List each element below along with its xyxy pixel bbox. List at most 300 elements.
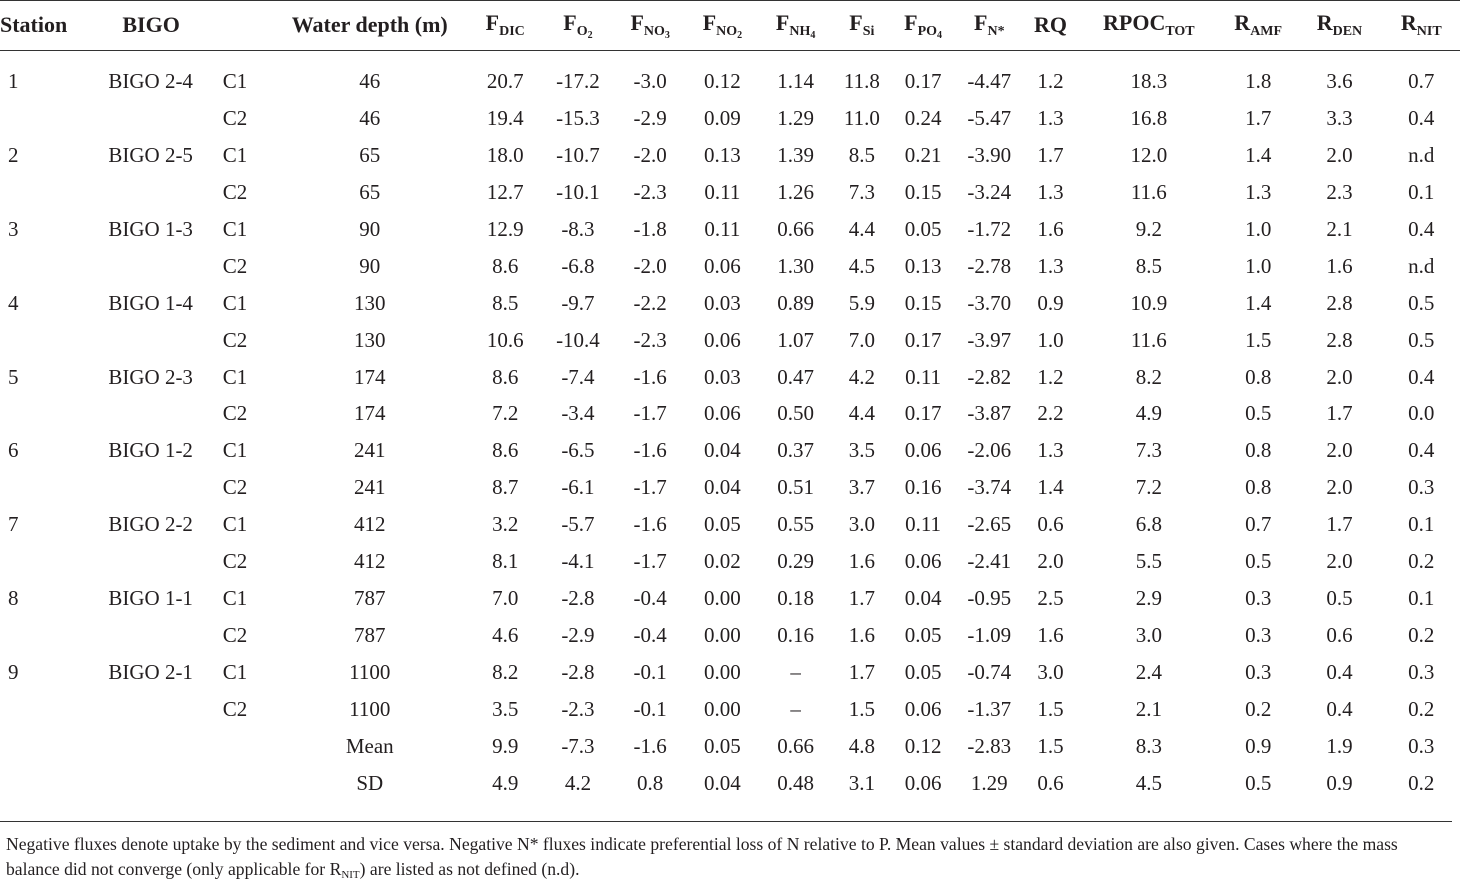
cell-station: 2: [8, 142, 19, 167]
cell-nh4: 0.16: [777, 623, 815, 648]
cell-core: C1: [222, 364, 248, 389]
cell-nstar: -2.65: [967, 512, 1012, 537]
cell-no2: 0.06: [704, 327, 741, 352]
cell-dic: 18.0: [486, 142, 524, 167]
cell-no3: -1.6: [633, 364, 667, 389]
cell-rq: 1.3: [1037, 253, 1064, 278]
cell-rq: 1.5: [1037, 733, 1064, 758]
cell-dic: 10.6: [486, 327, 524, 352]
table-row: [0, 580, 1460, 617]
cell-rq: 1.7: [1037, 142, 1064, 167]
cell-rq: 1.3: [1037, 105, 1064, 130]
cell-dic: 7.0: [492, 586, 519, 611]
cell-rden: 0.6: [1326, 623, 1353, 648]
cell-si: 1.6: [848, 623, 875, 648]
cell-station: [0, 100, 108, 137]
cell-depth: 65: [359, 142, 381, 167]
cell-rpoc: 7.2: [1135, 475, 1162, 500]
cell-bigo: [108, 728, 222, 765]
table-row: [0, 506, 1460, 543]
cell-depth: 90: [359, 216, 381, 241]
cell-si: 3.1: [848, 770, 875, 795]
col-r-nit: $R_{NIT}$: [1400, 10, 1442, 39]
table-row: [0, 137, 1460, 174]
cell-bigo: BIGO 2-1: [108, 660, 193, 685]
table-row: [0, 469, 1460, 506]
cell-rq: 2.5: [1037, 586, 1064, 611]
cell-bigo: [108, 543, 222, 580]
table-row: [0, 248, 1460, 285]
cell-si: 1.7: [848, 586, 875, 611]
table-row: [0, 100, 1460, 137]
cell-rq: 1.6: [1037, 216, 1064, 241]
cell-dic: 20.7: [486, 69, 524, 93]
table-row: [0, 543, 1460, 580]
cell-rpoc: 2.1: [1135, 696, 1162, 721]
cell-nh4: 1.39: [777, 142, 815, 167]
cell-nstar: -2.41: [967, 549, 1012, 574]
table-row: [0, 728, 1460, 765]
cell-rnit: 0.4: [1408, 216, 1435, 241]
cell-o2: -7.4: [561, 364, 595, 389]
cell-nstar: -2.78: [967, 253, 1012, 278]
col-f-si: $F_{Si}$: [849, 10, 875, 39]
cell-no2: 0.09: [704, 105, 741, 130]
cell-rnit: 0.2: [1408, 549, 1435, 574]
cell-si: 1.7: [848, 660, 875, 685]
cell-depth: 46: [359, 105, 381, 130]
cell-rnit: n.d: [1408, 142, 1435, 167]
cell-dic: 8.2: [492, 660, 519, 685]
cell-core: C2: [222, 105, 248, 130]
cell-dic: 4.6: [492, 623, 519, 648]
cell-rpoc: 4.9: [1135, 401, 1162, 426]
cell-dic: 8.1: [492, 549, 519, 574]
table-row: [0, 285, 1460, 322]
cell-nh4: 1.30: [777, 253, 815, 278]
col-bigo: BIGO: [122, 12, 180, 37]
cell-o2: -10.4: [556, 327, 600, 352]
table-body: [0, 51, 1460, 802]
cell-ramf: 0.8: [1245, 438, 1272, 463]
cell-no3: 0.8: [637, 770, 664, 795]
cell-no3: -2.0: [633, 253, 667, 278]
cell-rq: 1.2: [1037, 364, 1064, 389]
cell-rpoc: 8.5: [1135, 253, 1162, 278]
cell-depth: 787: [353, 586, 386, 611]
cell-o2: -2.9: [561, 623, 595, 648]
cell-ramf: 1.8: [1245, 69, 1272, 93]
cell-no2: 0.06: [704, 253, 741, 278]
header-row: [0, 0, 1460, 51]
cell-ramf: 1.3: [1245, 179, 1272, 204]
cell-station: [0, 248, 108, 285]
cell-bigo: [108, 322, 222, 359]
cell-dic: 8.6: [492, 438, 519, 463]
cell-dic: 8.6: [492, 253, 519, 278]
cell-ramf: 0.5: [1245, 549, 1272, 574]
cell-rden: 0.5: [1326, 586, 1353, 611]
cell-ramf: 0.2: [1245, 696, 1272, 721]
cell-rden: 2.0: [1326, 438, 1353, 463]
cell-station: 6: [8, 438, 19, 463]
cell-nh4: 0.47: [777, 364, 815, 389]
cell-rq: 1.0: [1037, 327, 1064, 352]
cell-no2: 0.00: [704, 586, 741, 611]
cell-ramf: 1.5: [1245, 327, 1272, 352]
cell-no2: 0.06: [704, 401, 741, 426]
cell-nh4: 0.29: [777, 549, 815, 574]
cell-o2: -3.4: [561, 401, 595, 426]
table-footnote: Negative fluxes denote uptake by the sediment and vice versa. Negative N* fluxes indicate preferential loss of N relative to P. Mean values ± standard deviation are also given. Cases where the mass balance did not converge (only applicable for $R_{NIT}$) are listed as not defined (n.d).: [6, 834, 1398, 881]
cell-bigo: BIGO 1-2: [108, 438, 193, 463]
cell-si: 3.7: [848, 475, 875, 500]
cell-dic: 3.2: [492, 512, 519, 537]
cell-ramf: 0.8: [1245, 475, 1272, 500]
cell-nstar: -1.37: [967, 696, 1012, 721]
cell-nstar: -2.83: [967, 733, 1012, 758]
cell-si: 4.2: [848, 364, 875, 389]
cell-depth: 241: [353, 438, 386, 463]
cell-station: 9: [8, 660, 19, 685]
cell-rden: 0.9: [1326, 770, 1353, 795]
cell-o2: -6.5: [561, 438, 595, 463]
table-bottom-rule: [0, 821, 1452, 822]
cell-o2: -6.8: [561, 253, 595, 278]
cell-depth: SD: [356, 770, 384, 795]
cell-rq: 0.6: [1037, 512, 1064, 537]
cell-nh4: 0.48: [777, 770, 815, 795]
cell-core: C2: [222, 549, 248, 574]
cell-bigo: [108, 174, 222, 211]
cell-rnit: 0.0: [1408, 401, 1435, 426]
cell-po4: 0.05: [904, 216, 942, 241]
cell-ramf: 0.3: [1245, 660, 1272, 685]
cell-no2: 0.13: [704, 142, 741, 167]
cell-depth: 130: [353, 327, 386, 352]
cell-rq: 1.2: [1037, 69, 1064, 93]
cell-no2: 0.04: [704, 770, 741, 795]
cell-core: C1: [222, 142, 248, 167]
cell-nh4: 0.55: [777, 512, 815, 537]
cell-station: 3: [8, 216, 19, 241]
cell-depth: 174: [353, 401, 386, 426]
cell-rden: 3.6: [1326, 69, 1353, 93]
cell-station: [0, 396, 108, 433]
cell-dic: 8.7: [492, 475, 519, 500]
col-water-depth: Water depth (m): [291, 12, 448, 37]
cell-dic: 4.9: [492, 770, 519, 795]
cell-nh4: 0.50: [777, 401, 815, 426]
table-row: [0, 322, 1460, 359]
cell-rpoc: 10.9: [1130, 290, 1168, 315]
table-row: [0, 174, 1460, 211]
cell-station: [0, 617, 108, 654]
cell-si: 4.5: [848, 253, 875, 278]
cell-si: 1.6: [848, 549, 875, 574]
cell-rnit: 0.5: [1408, 290, 1435, 315]
cell-no3: -0.1: [633, 660, 667, 685]
col-f-nstar: $F_{N*}$: [974, 10, 1005, 39]
cell-dic: 8.6: [492, 364, 519, 389]
cell-rpoc: 2.4: [1135, 660, 1162, 685]
cell-si: 4.8: [848, 733, 875, 758]
cell-depth: 241: [353, 475, 386, 500]
cell-dic: 9.9: [492, 733, 519, 758]
col-r-den: $R_{DEN}$: [1316, 10, 1363, 39]
cell-no2: 0.05: [704, 512, 741, 537]
cell-ramf: 1.0: [1245, 216, 1272, 241]
cell-rpoc: 11.6: [1130, 327, 1167, 352]
cell-rden: 3.3: [1326, 105, 1353, 130]
col-station: Station: [0, 12, 68, 37]
cell-bigo: BIGO 1-4: [108, 290, 193, 315]
cell-no2: 0.11: [704, 216, 741, 241]
cell-no3: -2.0: [633, 142, 667, 167]
table-row: [0, 396, 1460, 433]
cell-no2: 0.03: [704, 290, 741, 315]
cell-bigo: BIGO 2-3: [108, 364, 193, 389]
cell-po4: 0.05: [904, 623, 942, 648]
cell-rpoc: 12.0: [1130, 142, 1168, 167]
cell-station: [0, 322, 108, 359]
cell-po4: 0.06: [904, 438, 942, 463]
cell-no3: -1.8: [633, 216, 667, 241]
col-f-o2: $F_{O_2}$: [563, 9, 593, 41]
cell-no3: -1.7: [633, 549, 667, 574]
cell-nstar: -3.70: [967, 290, 1012, 315]
cell-nstar: -3.97: [967, 327, 1012, 352]
cell-rnit: 0.3: [1408, 733, 1435, 758]
cell-rden: 1.7: [1326, 401, 1353, 426]
cell-rden: 2.0: [1326, 142, 1353, 167]
cell-rden: 2.0: [1326, 475, 1353, 500]
cell-o2: 4.2: [564, 770, 592, 795]
cell-ramf: 1.0: [1245, 253, 1272, 278]
cell-no3: -2.9: [633, 105, 667, 130]
cell-no2: 0.11: [704, 179, 741, 204]
cell-o2: -2.8: [561, 660, 595, 685]
cell-rpoc: 5.5: [1135, 549, 1162, 574]
cell-rpoc: 3.0: [1135, 623, 1162, 648]
cell-bigo: [108, 691, 222, 728]
cell-po4: 0.11: [905, 364, 942, 389]
cell-nstar: -3.24: [967, 179, 1012, 204]
cell-po4: 0.17: [904, 401, 942, 426]
cell-bigo: [108, 396, 222, 433]
cell-ramf: 0.5: [1245, 770, 1272, 795]
cell-core: C2: [222, 696, 248, 721]
cell-nstar: -2.06: [967, 438, 1012, 463]
cell-nh4: 0.66: [777, 733, 815, 758]
cell-o2: -7.3: [561, 733, 595, 758]
table-row: [0, 432, 1460, 469]
table-row: [0, 359, 1460, 396]
cell-rden: 2.1: [1326, 216, 1353, 241]
cell-rq: 1.3: [1037, 179, 1064, 204]
cell-depth: 90: [359, 253, 381, 278]
cell-station: 1: [8, 69, 19, 93]
cell-rnit: 0.1: [1408, 179, 1435, 204]
cell-rq: 2.2: [1037, 401, 1064, 426]
cell-rnit: 0.1: [1408, 512, 1435, 537]
cell-bigo: BIGO 1-1: [108, 586, 193, 611]
cell-bigo: BIGO 2-5: [108, 142, 193, 167]
cell-bigo: [108, 617, 222, 654]
cell-station: [0, 728, 108, 765]
cell-rq: 2.0: [1037, 549, 1064, 574]
cell-nstar: -5.47: [967, 105, 1012, 130]
cell-rnit: 0.2: [1408, 696, 1435, 721]
cell-nstar: -1.09: [967, 623, 1012, 648]
cell-station: [0, 691, 108, 728]
col-f-po4: $F_{PO_4}$: [904, 9, 943, 41]
cell-no3: -2.3: [633, 179, 667, 204]
cell-rnit: 0.4: [1408, 105, 1435, 130]
cell-o2: -9.7: [561, 290, 595, 315]
cell-nh4: 0.18: [777, 586, 815, 611]
cell-ramf: 0.9: [1245, 733, 1272, 758]
cell-si: 11.8: [843, 69, 880, 93]
col-f-dic: $F_{DIC}$: [485, 10, 525, 39]
cell-rpoc: 9.2: [1135, 216, 1162, 241]
cell-no3: -2.3: [633, 327, 667, 352]
cell-rden: 1.7: [1326, 512, 1353, 537]
table-row: [0, 617, 1460, 654]
cell-po4: 0.04: [904, 586, 942, 611]
cell-core: C1: [222, 216, 248, 241]
cell-station: 4: [8, 290, 19, 315]
cell-rpoc: 8.3: [1135, 733, 1162, 758]
cell-rden: 2.8: [1326, 290, 1353, 315]
cell-core: [223, 728, 271, 765]
cell-no2: 0.04: [704, 475, 741, 500]
table-row: [0, 765, 1460, 802]
cell-po4: 0.06: [904, 549, 942, 574]
cell-nstar: -0.95: [967, 586, 1012, 611]
cell-depth: 65: [359, 179, 381, 204]
cell-rden: 2.0: [1326, 364, 1353, 389]
cell-po4: 0.15: [904, 179, 942, 204]
cell-rpoc: 6.8: [1135, 512, 1162, 537]
cell-po4: 0.05: [904, 660, 942, 685]
cell-ramf: 1.7: [1245, 105, 1272, 130]
table-row: [0, 691, 1460, 728]
cell-si: 7.0: [848, 327, 875, 352]
cell-o2: -10.1: [556, 179, 600, 204]
cell-rden: 1.6: [1326, 253, 1353, 278]
cell-no3: -1.7: [633, 401, 667, 426]
cell-po4: 0.06: [904, 696, 942, 721]
cell-rnit: 0.2: [1408, 623, 1435, 648]
cell-station: 8: [8, 586, 19, 611]
cell-rden: 1.9: [1326, 733, 1353, 758]
cell-o2: -5.7: [561, 512, 595, 537]
col-f-no3: $F_{NO_3}$: [630, 9, 670, 41]
cell-core: C1: [222, 660, 248, 685]
cell-bigo: BIGO 2-2: [108, 512, 193, 537]
cell-si: 4.4: [848, 216, 875, 241]
cell-no3: -1.6: [633, 512, 667, 537]
cell-nstar: -0.74: [967, 660, 1012, 685]
cell-no3: -2.2: [633, 290, 667, 315]
cell-rpoc: 2.9: [1135, 586, 1162, 611]
cell-ramf: 0.3: [1245, 586, 1272, 611]
cell-core: C1: [222, 438, 248, 463]
cell-dic: 19.4: [486, 105, 524, 130]
cell-dic: 12.7: [486, 179, 524, 204]
cell-core: C1: [222, 290, 248, 315]
cell-core: C1: [222, 586, 248, 611]
cell-o2: -15.3: [556, 105, 600, 130]
cell-core: [223, 765, 271, 802]
cell-bigo: [108, 765, 222, 802]
cell-dic: 7.2: [492, 401, 519, 426]
cell-depth: 412: [353, 512, 386, 537]
cell-bigo: BIGO 2-4: [108, 69, 193, 93]
cell-rden: 2.0: [1326, 549, 1353, 574]
cell-core: C1: [222, 512, 248, 537]
cell-core: C2: [222, 253, 248, 278]
cell-depth: 174: [353, 364, 386, 389]
cell-rnit: 0.1: [1408, 586, 1435, 611]
cell-rnit: 0.3: [1408, 660, 1435, 685]
cell-o2: -4.1: [561, 549, 595, 574]
cell-bigo: BIGO 1-3: [108, 216, 193, 241]
cell-rq: 0.9: [1037, 290, 1064, 315]
cell-nstar: -3.87: [967, 401, 1012, 426]
cell-no2: 0.00: [704, 660, 741, 685]
table-row: [0, 211, 1460, 248]
cell-nstar: -4.47: [967, 69, 1012, 93]
cell-no3: -0.4: [633, 623, 667, 648]
cell-nh4: –: [790, 660, 801, 685]
cell-no2: 0.04: [704, 438, 741, 463]
cell-depth: 130: [353, 290, 386, 315]
cell-no3: -0.4: [633, 586, 667, 611]
cell-rnit: 0.7: [1408, 69, 1435, 93]
cell-ramf: 0.3: [1245, 623, 1272, 648]
cell-rq: 1.5: [1037, 696, 1064, 721]
cell-rpoc: 16.8: [1130, 105, 1168, 130]
col-rpoc-tot: $RPOC_{TOT}$: [1103, 10, 1195, 39]
cell-nstar: -2.82: [967, 364, 1012, 389]
cell-rq: 1.3: [1037, 438, 1064, 463]
cell-nstar: -1.72: [967, 216, 1012, 241]
cell-rden: 0.4: [1326, 696, 1353, 721]
cell-po4: 0.16: [904, 475, 942, 500]
cell-rpoc: 7.3: [1135, 438, 1162, 463]
cell-bigo: [108, 469, 222, 506]
cell-o2: -2.8: [561, 586, 595, 611]
cell-rden: 2.8: [1326, 327, 1353, 352]
cell-si: 11.0: [843, 105, 880, 130]
cell-rq: 1.6: [1037, 623, 1064, 648]
cell-nh4: 1.07: [777, 327, 815, 352]
col-f-no2: $F_{NO_2}$: [702, 9, 743, 41]
cell-rden: 2.3: [1326, 179, 1353, 204]
cell-po4: 0.15: [904, 290, 942, 315]
cell-no3: -1.6: [633, 733, 667, 758]
cell-no2: 0.00: [704, 696, 741, 721]
cell-depth: Mean: [345, 733, 394, 758]
cell-no3: -0.1: [633, 696, 667, 721]
cell-core: C2: [222, 623, 248, 648]
cell-po4: 0.13: [904, 253, 942, 278]
cell-bigo: [108, 248, 222, 285]
cell-po4: 0.11: [905, 512, 942, 537]
cell-rnit: 0.4: [1408, 438, 1435, 463]
